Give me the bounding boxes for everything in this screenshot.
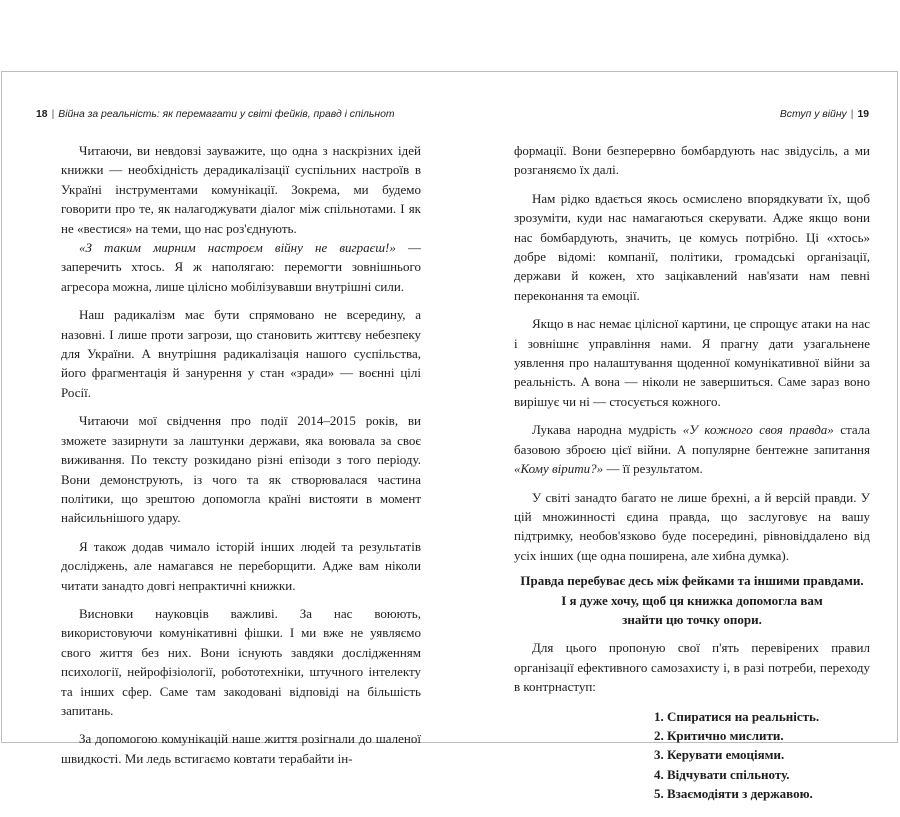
- left-page: [2, 72, 451, 766]
- paragraph: Нам рідко вдається якось осмислено впорядкувати їх, щоб зрозуміти, куди нас намагаються скерувати. Адже якщо вони нас бомбардують, значить, це комусь потрібно. Ці «хтось» добре відомі: компанії, політики, громадські організації, держави й кожен, хто зацікавлений нав'язати нам певні переконання та емоції.: [514, 190, 870, 303]
- paragraph: Читаючи, ви невдовзі зауважите, що одна з наскрізних ідей книжки — необхідність дерадикалізації суспільних настроїв в Україні інструментами комунікації. Зокрема, ми будемо говорити про те, як налагоджувати діалог між спільнотами. І як не «вестися» на теми, що нас роз'єднують.: [61, 143, 421, 236]
- bold-statement-line: знайти цю точку опори.: [622, 611, 762, 627]
- bold-statement-line: І я дуже хочу, щоб ця книжка допомогла вам: [561, 592, 823, 608]
- wisdom-before: Лукава народна мудрість: [532, 422, 683, 438]
- paragraph: Якщо в нас немає цілісної картини, це спрощує атаки на нас і зовнішнє управління нами. Я прагну дати узагальнене уявлення про налаштування щоденної комунікативної війни за реальність. А вона — ніколи не завершиться. Саме зараз воно вирішує чи ні — стосується кожного.: [514, 316, 870, 409]
- left-page-number: 18: [36, 109, 48, 120]
- wisdom-paragraph: [514, 420, 870, 478]
- paragraph: формації. Вони безперервно бомбардують нас звідусіль, а ми розганяємо їх далі.: [514, 143, 870, 178]
- paragraph: За допомогою комунікацій наше життя розігнали до шаленої швидкості. Ми ледь встигаємо ковтати терабайти ін-: [61, 731, 421, 766]
- wisdom-after: — її результатом.: [603, 461, 703, 477]
- rule-item: 2. Критично мислити.: [654, 727, 784, 743]
- paragraph: Для цього пропоную свої п'ять перевірених правил організації ефективного самозахисту і, в разі потреби, переходу в контрнаступ:: [514, 640, 870, 695]
- wisdom-italic-saying: «У кожного своя правда»: [682, 422, 834, 438]
- paragraph: У світі занадто багато не лише брехні, а й версій правди. У цій множинності єдина правда, що заслуговує на вашу підтримку, необов'язково буде посередині, рівновіддалено від усіх інших (ще одна поширена, але хибна думка).: [514, 489, 870, 563]
- rule-item: 4. Відчувати спільноту.: [654, 766, 790, 782]
- quote-paragraph: [61, 238, 421, 296]
- right-running-header: [780, 109, 869, 120]
- wisdom-italic-question: «Кому вірити?»: [514, 461, 604, 477]
- paragraph: Читаючи мої свідчення про події 2014–2015 років, ви зможете зазирнути за лаштунки держави, яка воювала за своє виживання. По тексту розкидано різні епізоди з того періоду. Вони демонструють, із чого та як створювалася частина політики, що зрештою допомогла країні вистояти в момент найсильнішого удару.: [61, 413, 421, 526]
- wisdom-middle: стала базовою зброєю цієї війни. А популярне бентежне запитання: [514, 422, 870, 457]
- paragraph: Я також додав чимало історій інших людей та результатів досліджень, але намагався не переборщити. Адже вам ніколи читати занадто довгі непрактичні книжки.: [61, 538, 421, 593]
- header-separator: |: [850, 109, 854, 120]
- paragraph: Висновки науковців важливі. За нас воюють, використовуючи комунікативні фішки. І ми вже не уявляємо свого життя без них. Вони існують завдяки дослідженням психології, нейрофізіології, робототехніки, штучного інтелекту та інших сфер. Саме там закодовані відповіді на більшість запитань.: [61, 605, 421, 718]
- bold-statement-line: Правда перебуває десь між фейками та іншими правдами.: [520, 573, 864, 589]
- quote-italic: «З таким мирним настроєм війну не виграєш!»: [79, 240, 396, 256]
- right-page-body: [514, 141, 870, 804]
- header-separator: |: [51, 109, 55, 120]
- left-page-body: [61, 141, 421, 768]
- left-running-header: [36, 109, 395, 120]
- rule-item: 5. Взаємодіяти з державою.: [654, 786, 813, 802]
- book-title: Війна за реальність: як перемагати у світі фейків, правд і спільнот: [58, 109, 395, 120]
- rule-item: 1. Спиратися на реальність.: [654, 708, 820, 724]
- rules-list: [514, 707, 870, 804]
- right-page-number: 19: [857, 109, 869, 120]
- book-spread: [1, 71, 898, 802]
- section-title: Вступ у війну: [779, 109, 847, 120]
- quote-rest: — заперечить хтось. Я ж наполягаю: перемогти зовнішнього агресора можна, лише цілісно мобілізувавши внутрішні сили.: [61, 240, 422, 294]
- paragraph: Наш радикалізм має бути спрямовано не всередину, а назовні. І лише проти загрози, що становить життєву небезпеку для України. А внутрішня радикалізація нашого суспільства, його фрагментація й занурення у стан «зради» — воєнні цілі Росії.: [61, 307, 421, 400]
- rule-item: 3. Керувати емоціями.: [654, 747, 785, 763]
- right-page: [451, 72, 899, 802]
